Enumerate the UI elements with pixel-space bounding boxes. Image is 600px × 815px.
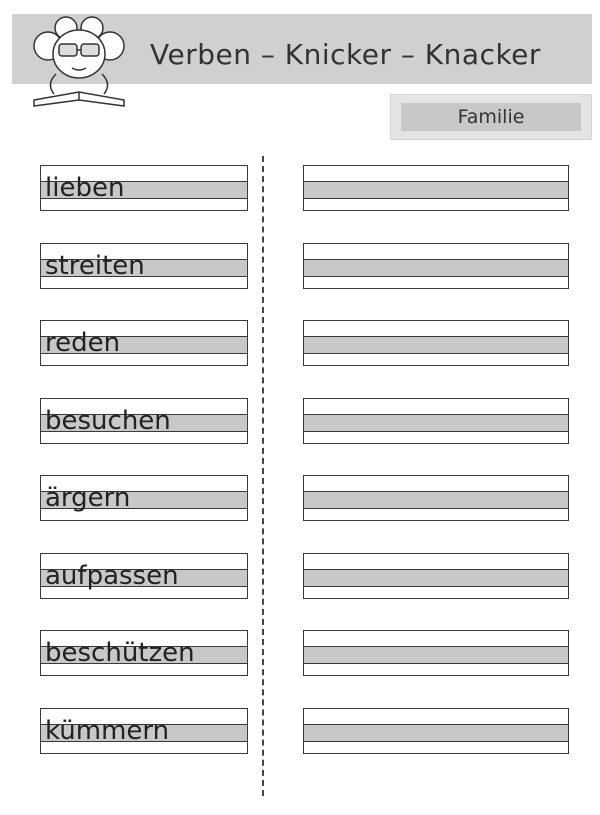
guide-line xyxy=(304,353,568,354)
guide-line xyxy=(304,491,568,492)
grey-middle-band xyxy=(304,337,568,353)
verb-word: kümmern xyxy=(45,716,170,746)
guide-line xyxy=(304,586,568,587)
verb-word: reden xyxy=(45,328,121,358)
verb-lines-box xyxy=(40,398,248,444)
center-divider xyxy=(262,156,264,796)
page-title: Verben – Knicker – Knacker xyxy=(150,38,541,71)
guide-line xyxy=(304,198,568,199)
verb-lines-box xyxy=(40,475,248,521)
guide-line xyxy=(304,431,568,432)
grey-middle-band xyxy=(304,182,568,198)
verb-lines-box xyxy=(40,165,248,211)
guide-line xyxy=(304,646,568,647)
verb-lines-box xyxy=(40,630,248,676)
topic-label-box xyxy=(390,94,592,140)
guide-line xyxy=(304,259,568,260)
verb-lines-box xyxy=(40,708,248,754)
answer-lines-box[interactable] xyxy=(303,475,569,521)
guide-line xyxy=(304,414,568,415)
answer-lines-box[interactable] xyxy=(303,630,569,676)
guide-line xyxy=(304,276,568,277)
guide-line xyxy=(304,508,568,509)
guide-line xyxy=(304,724,568,725)
guide-line xyxy=(304,181,568,182)
answer-lines-box[interactable] xyxy=(303,398,569,444)
answer-lines-box[interactable] xyxy=(303,243,569,289)
guide-line xyxy=(304,663,568,664)
answer-lines-box[interactable] xyxy=(303,708,569,754)
verb-word: streiten xyxy=(45,251,145,281)
verb-word: beschützen xyxy=(45,638,195,668)
guide-line xyxy=(304,569,568,570)
guide-line xyxy=(304,336,568,337)
answer-lines-box[interactable] xyxy=(303,553,569,599)
grey-middle-band xyxy=(304,492,568,508)
verb-word: ärgern xyxy=(45,483,131,513)
guide-line xyxy=(304,741,568,742)
verb-lines-box xyxy=(40,553,248,599)
grey-middle-band xyxy=(304,260,568,276)
answer-lines-box[interactable] xyxy=(303,320,569,366)
verb-lines-box xyxy=(40,243,248,289)
verb-lines-box xyxy=(40,320,248,366)
verb-word: lieben xyxy=(45,173,125,203)
answer-lines-box[interactable] xyxy=(303,165,569,211)
topic-label: Familie xyxy=(401,103,581,131)
grey-middle-band xyxy=(304,647,568,663)
grey-middle-band xyxy=(304,415,568,431)
mascot-reading-icon xyxy=(26,14,134,110)
verb-word: besuchen xyxy=(45,406,171,436)
verb-word: aufpassen xyxy=(45,561,179,591)
grey-middle-band xyxy=(304,570,568,586)
grey-middle-band xyxy=(304,725,568,741)
